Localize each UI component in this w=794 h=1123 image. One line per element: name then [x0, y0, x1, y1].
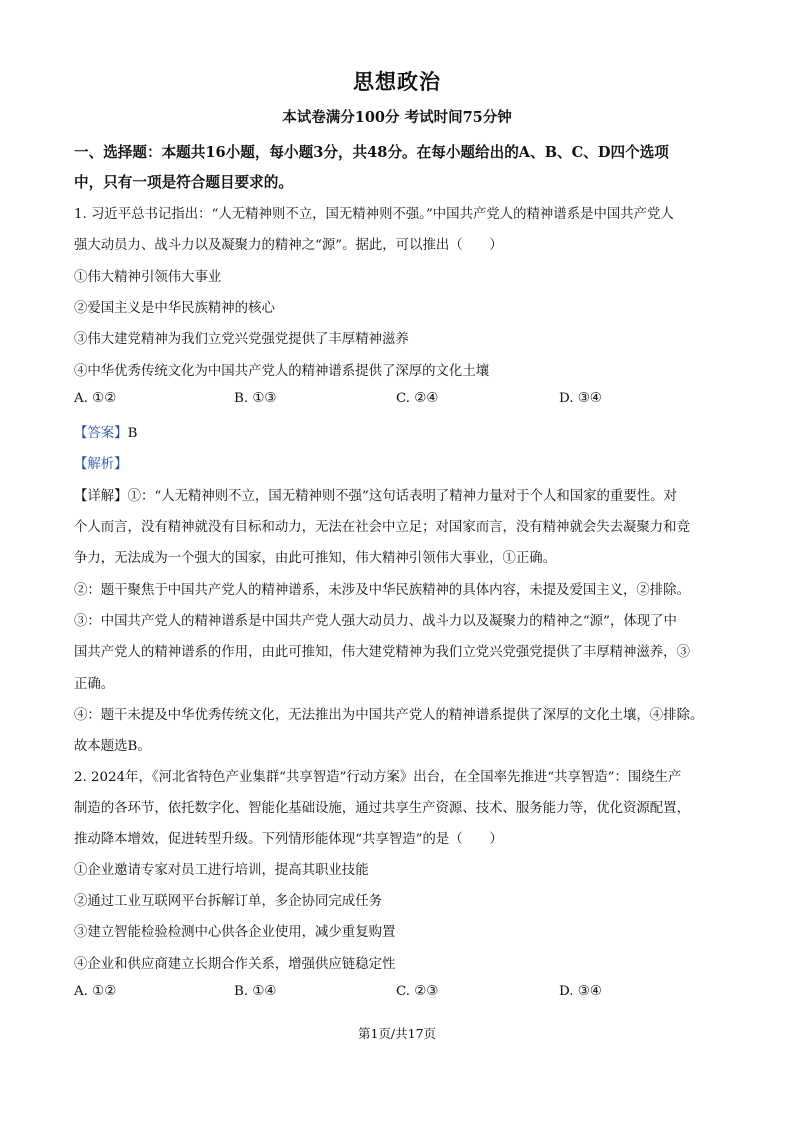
- q1-option-a: A. ①②: [74, 391, 117, 406]
- q2-option-b: B. ①④: [234, 984, 277, 999]
- q1-option-c: C. ②④: [396, 391, 439, 406]
- q1-detail-line-7: 正确。: [74, 677, 115, 692]
- q2-stem-line-1: 2. 2024年，《河北省特色产业集群“共享智造”行动方案》出台，在全国率先推进“共享智造”：围绕生产: [74, 770, 682, 785]
- answer-tag: 【答案】: [74, 426, 128, 441]
- q1-stem-line-1: 1. 习近平总书记指出：“人无精神则不立，国无精神则不强。”中国共产党人的精神谱系是中国共产党人: [74, 207, 674, 222]
- q2-stem-line-3: 推动降本增效，促进转型升级。下列情形能体现“共享智造”的是（ ）: [74, 832, 503, 847]
- q2-options: [74, 984, 726, 1004]
- q1-detail-line-6: 国共产党人的精神谱系的作用，由此可推知，伟大建党精神为我们立党兴党强党提供了丰厚精神滋养，③: [74, 645, 690, 660]
- section-heading-line-1: 一、选择题：本题共16小题，每小题3分，共48分。在每小题给出的A、B、C、D四个选项: [74, 144, 669, 161]
- q1-analysis: [74, 453, 726, 472]
- q2-statement-3: ③建立智能检验检测中心供各企业使用，减少重复购置: [74, 925, 396, 940]
- q2-option-c: C. ②③: [396, 984, 439, 999]
- q1-detail-line-9: 故本题选B。: [74, 739, 151, 754]
- q1-stem-line-2: 强大动员力、战斗力以及凝聚力的精神之“源”。据此，可以推出（ ）: [74, 238, 503, 253]
- q1-options: [74, 391, 726, 411]
- q1-detail-line-2: 个人而言，没有精神就没有目标和动力，无法在社会中立足；对国家而言，没有精神就会失去凝聚力和竞: [74, 520, 690, 535]
- q2-statement-4: ④企业和供应商建立长期合作关系，增强供应链稳定性: [74, 957, 396, 972]
- detail-text: ①：“人无精神则不立，国无精神则不强”这句话表明了精神力量对于个人和国家的重要性。对: [127, 489, 677, 504]
- detail-tag: 【详解】: [74, 489, 128, 504]
- section-heading-line-2: 中，只有一项是符合题目要求的。: [74, 174, 293, 191]
- q2-statement-1: ①企业邀请专家对员工进行培训，提高其职业技能: [74, 863, 369, 878]
- q1-option-d: D. ③④: [559, 391, 602, 406]
- q2-option-d: D. ③④: [559, 984, 602, 999]
- q2-option-a: A. ①②: [74, 984, 117, 999]
- analysis-tag: 【解析】: [74, 457, 128, 472]
- page-subtitle: 本试卷满分100分 考试时间75分钟: [282, 109, 512, 126]
- q1-detail-line-4: ②：题干聚焦于中国共产党人的精神谱系，未涉及中华民族精神的具体内容，未提及爱国主义，②排除。: [74, 583, 690, 598]
- q1-detail-line-3: 争力，无法成为一个强大的国家，由此可推知，伟大精神引领伟大事业，①正确。: [74, 551, 557, 566]
- q1-statement-1: ①伟大精神引领伟大事业: [74, 270, 222, 285]
- q1-detail-line-8: ④：题干未提及中华优秀传统文化，无法推出为中国共产党人的精神谱系提供了深厚的文化土壤，④排除。: [74, 708, 704, 723]
- q1-detail-line-1: [74, 485, 726, 504]
- q1-statement-4: ④中华优秀传统文化为中国共产党人的精神谱系提供了深厚的文化土壤: [74, 364, 490, 379]
- q1-statement-3: ③伟大建党精神为我们立党兴党强党提供了丰厚精神滋养: [74, 332, 409, 347]
- q1-answer: [74, 422, 726, 441]
- q2-stem-line-2: 制造的各环节，依托数字化、智能化基础设施，通过共享生产资源、技术、服务能力等，优化资源配置，: [74, 801, 690, 816]
- page-footer: 第1页/共17页: [357, 1026, 437, 1041]
- q1-option-b: B. ①③: [234, 391, 277, 406]
- q2-statement-2: ②通过工业互联网平台拆解订单，多企协同完成任务: [74, 894, 382, 909]
- q1-statement-2: ②爱国主义是中华民族精神的核心: [74, 301, 275, 316]
- answer-value: B: [127, 426, 138, 441]
- q1-detail-line-5: ③：中国共产党人的精神谱系是中国共产党人强大动员力、战斗力以及凝聚力的精神之“源”，体现了中: [74, 614, 677, 629]
- page-title: 思想政治: [353, 69, 441, 94]
